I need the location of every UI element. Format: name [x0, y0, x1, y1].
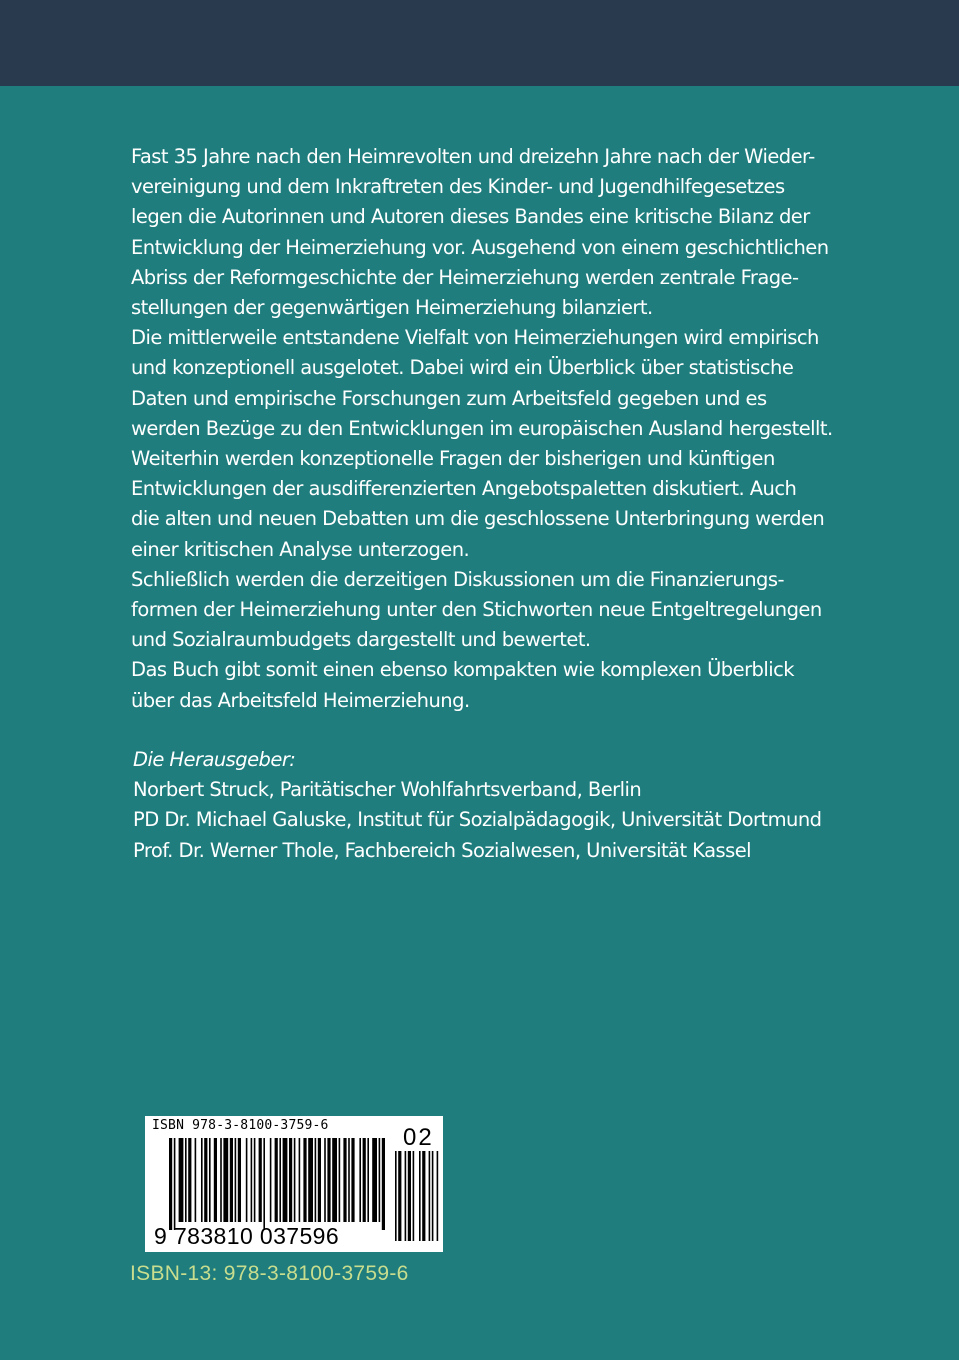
barcode-bar: [174, 1138, 176, 1230]
barcode-addon-digits: 02: [403, 1124, 434, 1151]
barcode-bar: [254, 1138, 256, 1222]
barcode-bar: [188, 1138, 191, 1222]
barcode-bar: [259, 1138, 262, 1222]
barcode-bar: [246, 1138, 248, 1222]
barcode-addon-bar: [413, 1151, 415, 1241]
barcode-bar: [251, 1138, 253, 1222]
barcode-ean-digits: 9 783810 037596: [154, 1223, 340, 1249]
barcode-bar: [348, 1138, 350, 1222]
editors-section: [133, 745, 893, 866]
editor-1: Norbert Struck, Paritätischer Wohlfahrtsverband, Berlin: [133, 778, 642, 802]
barcode-addon-bars: [395, 1151, 439, 1241]
barcode-bar: [359, 1138, 361, 1222]
barcode-isbn-label: ISBN 978-3-8100-3759-6: [152, 1118, 329, 1133]
barcode-bar: [303, 1138, 306, 1222]
barcode-bar: [343, 1138, 346, 1222]
barcode-bar: [275, 1138, 278, 1222]
barcode-addon-bar: [432, 1151, 434, 1241]
barcode-bar: [195, 1138, 197, 1222]
barcode-bar: [201, 1138, 203, 1222]
barcode-bar: [372, 1138, 377, 1222]
barcode-addon-bar: [405, 1151, 407, 1241]
barcode-bar: [367, 1138, 369, 1222]
barcode-bar: [332, 1138, 337, 1222]
barcode-bar: [270, 1138, 272, 1222]
isbn-13-label: ISBN-13: 978-3-8100-3759-6: [130, 1262, 409, 1285]
barcode-bar: [169, 1138, 172, 1230]
barcode-addon-bar: [408, 1151, 411, 1241]
barcode-bar: [214, 1138, 217, 1222]
barcode-bar: [263, 1138, 265, 1230]
barcode-bar: [185, 1138, 187, 1222]
barcode-bar: [238, 1138, 241, 1222]
barcode-bar: [209, 1138, 211, 1222]
barcode-bar: [223, 1138, 228, 1222]
barcode-bar: [235, 1138, 237, 1222]
barcode-bar: [289, 1138, 292, 1222]
barcode-bar: [382, 1138, 385, 1230]
barcode-bar: [363, 1138, 366, 1222]
barcode-bar: [230, 1138, 233, 1222]
barcode-bar: [327, 1138, 330, 1222]
barcode-addon-bar: [437, 1151, 439, 1241]
barcode-bar: [315, 1138, 317, 1222]
barcode-addon-bar: [395, 1151, 397, 1241]
barcode-bar: [220, 1138, 222, 1222]
barcode-addon-bar: [422, 1151, 425, 1241]
barcode-bar: [204, 1138, 207, 1222]
blurb-paragraph-2: Die mittlerweile entstandene Vielfalt von Heimerziehungen wird empirisch und konzeptionell ausgelotet. Dabei wird ein Überblick über statistische Daten und empirische Forschungen zum Arbeitsfeld gegeben und es werden Bezüge zu den Entwicklungen im europäischen Ausland hergestellt. Weiterhin werden konzeptionelle Fragen der bisherigen und künftigen Entwicklungen der ausdifferenzierten Angebotspaletten diskutiert. Auch die alten und neuen Debatten um die geschlossene Unterbringung werden einer kritischen Analyse unterzogen.: [131, 326, 833, 561]
barcode-bar: [294, 1138, 296, 1222]
barcode-addon-bar: [419, 1151, 421, 1241]
barcode-bar: [179, 1138, 184, 1222]
barcode-addon-bar: [429, 1151, 431, 1241]
barcode: [145, 1116, 443, 1252]
barcode-addon-bar: [398, 1151, 401, 1241]
editor-3: Prof. Dr. Werner Thole, Fachbereich Sozialwesen, Universität Kassel: [133, 838, 752, 862]
blurb-paragraph-1: Fast 35 Jahre nach den Heimrevolten und dreizehn Jahre nach der Wieder- vereinigung und dem Inkraftreten des Kinder- und Jugendhilfegesetzes legen die Autorinnen und Autoren dieses Bandes eine kritische Bilanz der Entwicklung der Heimerziehung vor. Ausgehend von einem geschichtlichen Abriss der Reformgeschichte der Heimerziehung werden zentrale Frage- stellungen der gegenwärtigen Heimerziehung bilanziert.: [131, 145, 829, 320]
barcode-bar: [318, 1138, 321, 1222]
blurb-paragraph-3: Schließlich werden die derzeitigen Diskussionen um die Finanzierungs- formen der Heimerziehung unter den Stichworten neue Entgeltregelungen und Sozialraumbudgets dargestellt und bewertet.: [131, 567, 822, 652]
barcode-bar: [351, 1138, 354, 1222]
barcode-bar: [299, 1138, 301, 1222]
barcode-bar: [283, 1138, 288, 1222]
barcode-bar: [308, 1138, 313, 1222]
top-color-band: [0, 0, 959, 86]
barcode-bar: [324, 1138, 326, 1222]
blurb-paragraph-4: Das Buch gibt somit einen ebenso kompakten wie komplexen Überblick über das Arbeitsfeld Heimerziehung.: [131, 658, 795, 712]
editors-heading: Die Herausgeber:: [133, 748, 296, 771]
barcode-bar: [279, 1138, 281, 1222]
barcode-bars: [169, 1138, 391, 1230]
barcode-bar: [339, 1138, 341, 1222]
editor-2: PD Dr. Michael Galuske, Institut für Sozialpädagogik, Universität Dortmund: [133, 808, 822, 832]
barcode-bar: [379, 1138, 381, 1222]
back-cover-blurb: [131, 142, 891, 716]
